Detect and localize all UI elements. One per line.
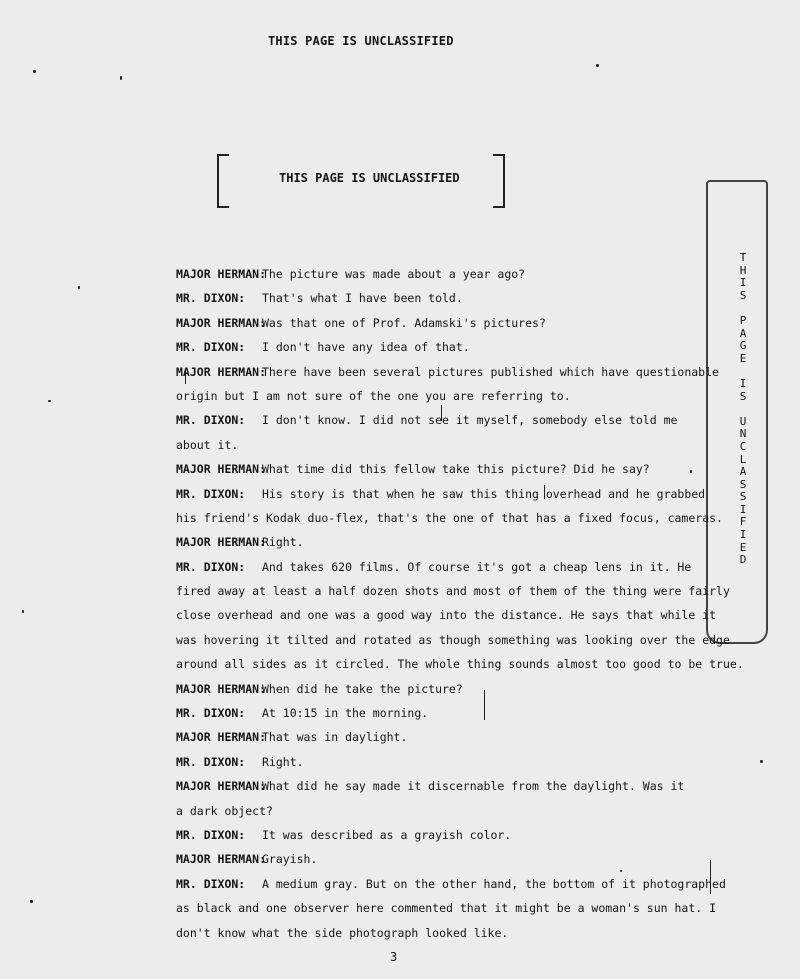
spoken-text-continuation: as black and one observer here commented that it might be a woman's sun hat. I <box>176 901 717 916</box>
spoken-text-continuation: was hovering it tilted and rotated as though something was looking over the edge <box>176 632 730 647</box>
speaker-label: MR. DIXON: <box>176 827 246 842</box>
spoken-text-continuation: fired away at least a half dozen shots and most of them of the thing were fairly <box>176 584 730 599</box>
speaker-label: MR. DIXON: <box>176 876 246 891</box>
speaker-label: MAJOR HERMAN: <box>176 315 267 330</box>
scan-speck <box>596 64 599 67</box>
speaker-label: MAJOR HERMAN: <box>176 852 267 867</box>
spoken-text: What did he say made it discernable from the daylight. Was it <box>262 779 685 794</box>
speaker-label: MAJOR HERMAN: <box>176 681 267 696</box>
speaker-label: MR. DIXON: <box>176 413 246 428</box>
transcript-line <box>176 536 666 548</box>
transcript-line <box>176 756 666 768</box>
transcript-line <box>176 559 692 574</box>
spoken-text: That was in daylight. <box>262 730 408 745</box>
scan-speck <box>33 70 36 73</box>
spoken-text: Right. <box>262 535 304 550</box>
transcript-line <box>176 268 666 280</box>
speaker-label: MAJOR HERMAN: <box>176 779 267 794</box>
speaker-label: MAJOR HERMAN: <box>176 462 267 477</box>
spoken-text-continuation: about it. <box>176 437 239 452</box>
scan-speck <box>690 470 692 473</box>
transcript-line <box>176 292 666 304</box>
spoken-text-continuation: around all sides as it circled. The whole thing sounds almost too good to be true. <box>176 657 744 672</box>
speaker-label: MR. DIXON: <box>176 706 246 721</box>
speaker-label: MR. DIXON: <box>176 559 246 574</box>
transcript-line <box>176 317 666 329</box>
spoken-text: At 10:15 in the morning. <box>262 706 429 721</box>
classification-header: THIS PAGE IS UNCLASSIFIED <box>268 34 454 48</box>
scan-speck <box>760 760 763 763</box>
spoken-text-continuation: origin but I am not sure of the one you are referring to. <box>176 388 571 403</box>
box-right-bracket <box>493 154 505 208</box>
speaker-label: MR. DIXON: <box>176 340 246 355</box>
spoken-text: A medium gray. But on the other hand, the bottom of it photographed <box>262 876 726 891</box>
unclassified-box <box>217 154 505 206</box>
spoken-text: There have been several pictures published which have questionable <box>262 364 719 379</box>
transcript-line <box>176 779 685 794</box>
unclassified-box-text: THIS PAGE IS UNCLASSIFIED <box>279 171 460 185</box>
speaker-label: MR. DIXON: <box>176 754 246 769</box>
spoken-text-continuation: a dark object? <box>176 803 273 818</box>
speaker-label: MAJOR HERMAN: <box>176 364 267 379</box>
scan-speck <box>30 900 33 903</box>
speaker-label: MR. DIXON: <box>176 291 246 306</box>
spoken-text: His story is that when he saw this thing overhead and he grabbed <box>262 486 706 501</box>
spoken-text-continuation: his friend's Kodak duo-flex, that's the one of that has a fixed focus, cameras. <box>176 510 723 525</box>
spoken-text: Right. <box>262 754 304 769</box>
transcript-line <box>176 413 678 428</box>
side-classification-stamp: T H I S P A G E I S U N C L A S S I F I E D <box>739 251 747 567</box>
transcript-line <box>176 707 666 719</box>
transcript-line <box>176 463 666 475</box>
scan-speck <box>22 610 24 613</box>
spoken-text: It was described as a grayish color. <box>262 827 512 842</box>
spoken-text: When did he take the picture? <box>262 681 463 696</box>
scan-speck <box>48 400 51 402</box>
spoken-text: Grayish. <box>262 852 318 867</box>
scan-speck <box>120 76 122 80</box>
spoken-text: The picture was made about a year ago? <box>262 267 526 281</box>
box-left-bracket <box>217 154 229 208</box>
speaker-label: MAJOR HERMAN: <box>176 730 267 745</box>
spoken-text: I don't know. I did not see it myself, somebody else told me <box>262 413 678 428</box>
page-number: 3 <box>390 950 398 964</box>
speaker-label: MR. DIXON: <box>176 486 246 501</box>
spoken-text-continuation: close overhead and one was a good way into the distance. He says that while it <box>176 608 717 623</box>
transcript-line <box>176 876 726 891</box>
transcript-line <box>176 683 666 695</box>
transcript-line <box>176 731 666 743</box>
spoken-text: And takes 620 films. Of course it's got a cheap lens in it. He <box>262 559 692 574</box>
transcript-line <box>176 341 666 353</box>
transcript-line <box>176 486 706 501</box>
spoken-text-continuation: don't know what the side photograph looked like. <box>176 925 509 940</box>
transcript-line <box>176 364 719 379</box>
spoken-text: I don't have any idea of that. <box>262 340 470 355</box>
transcript-line <box>176 853 666 865</box>
spoken-text: What time did this fellow take this picture? Did he say? <box>262 462 650 477</box>
speaker-label: MAJOR HERMAN: <box>176 535 267 550</box>
scan-speck <box>78 286 80 289</box>
transcript-line <box>176 829 666 841</box>
speaker-label: MAJOR HERMAN: <box>176 267 267 281</box>
spoken-text: Was that one of Prof. Adamski's pictures? <box>262 315 546 330</box>
spoken-text: That's what I have been told. <box>262 291 463 306</box>
